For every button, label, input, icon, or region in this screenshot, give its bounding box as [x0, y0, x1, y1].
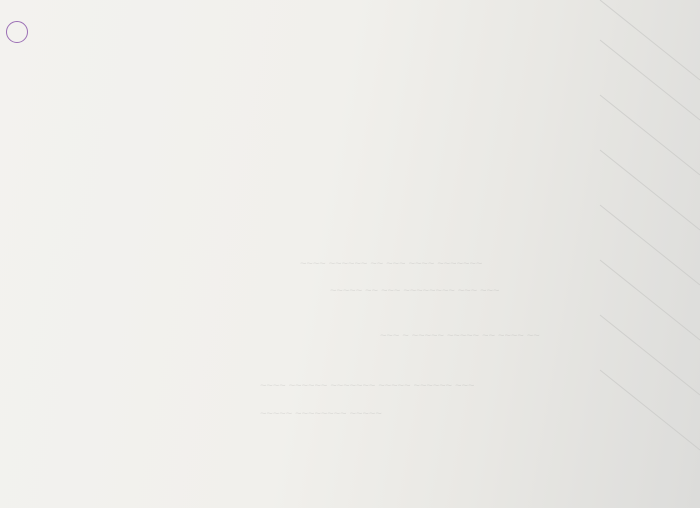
- bleed-through-text: ~~~ ~ ~~~~~ ~~~~~ ~~ ~~~~ ~~: [380, 330, 540, 342]
- bleed-through-text: ~~~~ ~~~~~~ ~~~~~~~ ~~~~~ ~~~~~~ ~~~: [260, 380, 475, 392]
- gel-figure: [36, 258, 246, 488]
- bleed-through-text: ~~~~~ ~~ ~~~ ~~~~~~~~ ~~~ ~~~: [330, 285, 500, 297]
- bleed-through-text: ~~~~~ ~~~~~~~~ ~~~~~: [260, 408, 382, 420]
- plasmid-ring: [0, 0, 240, 250]
- plasmid-map: [0, 0, 240, 250]
- gel-electrophoresis: [36, 258, 246, 488]
- bleed-through-text: ~~~~ ~~~~~~ ~~ ~~~ ~~~~ ~~~~~~~: [300, 258, 483, 270]
